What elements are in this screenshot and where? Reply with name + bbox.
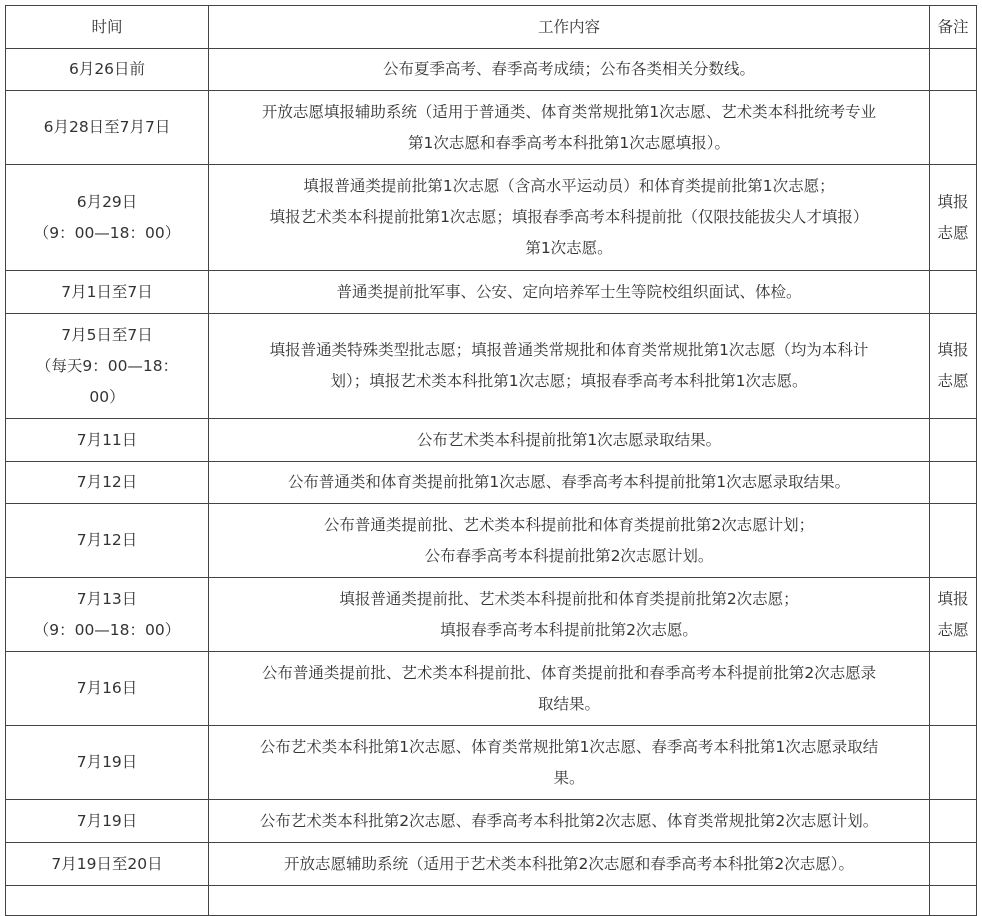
- time-cell-line: 6月28日至7月7日: [43, 118, 171, 136]
- content-cell: [209, 419, 930, 462]
- time-cell: [6, 462, 209, 504]
- time-cell-line: 7月5日至7日: [61, 325, 153, 344]
- table-row: [6, 271, 977, 314]
- content-cell-line: 填报普通类提前批第1次志愿（含高水平运动员）和体育类提前批第1次志愿；: [303, 177, 835, 195]
- time-cell-line: （每天9：00—18：: [35, 356, 179, 375]
- note-cell: [930, 419, 977, 462]
- time-cell: [6, 504, 209, 578]
- content-cell-line: 开放志愿填报辅助系统（适用于普通类、体育类常规批第1次志愿、艺术类本科批统考专业: [261, 102, 877, 121]
- note-cell-line: 志愿: [937, 223, 969, 242]
- time-cell: [6, 886, 209, 916]
- content-cell-line: 填报艺术类本科提前批第1次志愿；填报春季高考本科提前批（仅限技能拔尖人才填报）: [269, 208, 869, 226]
- table-row: [6, 49, 977, 91]
- content-cell: [209, 49, 930, 91]
- content-cell-line: 普通类提前批军事、公安、定向培养军士生等院校组织面试、体检。: [336, 282, 802, 301]
- time-cell: [6, 165, 209, 271]
- note-cell: [930, 652, 977, 726]
- header-content: 工作内容: [209, 6, 930, 49]
- time-cell-line: 6月26日前: [68, 60, 146, 78]
- note-cell: [930, 271, 977, 314]
- note-cell: [930, 578, 977, 652]
- table-row: [6, 91, 977, 165]
- time-cell-line: 7月19日至20日: [51, 854, 163, 873]
- time-cell: [6, 49, 209, 91]
- note-cell: [930, 504, 977, 578]
- table-row: [6, 800, 977, 843]
- note-cell: [930, 462, 977, 504]
- time-cell-line: 7月19日: [76, 811, 138, 830]
- content-cell-line: 公布艺术类本科批第1次志愿、体育类常规批第1次志愿、春季高考本科批第1次志愿录取结: [259, 737, 879, 756]
- table-row: [6, 843, 977, 886]
- time-cell-line: （9：00—18：00）: [33, 223, 181, 242]
- time-cell-line: 7月19日: [76, 753, 138, 771]
- note-cell: [930, 886, 977, 916]
- content-cell: [209, 800, 930, 843]
- note-cell-line: 填报: [937, 589, 969, 608]
- table-row: [6, 578, 977, 652]
- content-cell: [209, 886, 930, 916]
- time-cell-line: （9：00—18：00）: [33, 620, 181, 639]
- note-cell-line: 志愿: [937, 620, 969, 639]
- time-cell-line: 7月16日: [76, 679, 138, 697]
- content-cell: [209, 462, 930, 504]
- content-cell: [209, 91, 930, 165]
- content-cell-line: 填报普通类提前批、艺术类本科提前批和体育类提前批第2次志愿；: [339, 589, 799, 608]
- content-cell-line: 公布普通类提前批、艺术类本科提前批、体育类提前批和春季高考本科提前批第2次志愿录: [261, 663, 877, 682]
- content-cell-line: 第1次志愿和春季高考本科批第1次志愿填报）。: [408, 133, 730, 152]
- note-cell-line: 志愿: [937, 372, 969, 390]
- table-body: [6, 6, 977, 916]
- table-row: [6, 419, 977, 462]
- time-cell-line: 6月29日: [76, 192, 138, 211]
- content-cell-line: 果。: [553, 768, 585, 787]
- note-cell: [930, 314, 977, 419]
- time-cell: [6, 314, 209, 419]
- time-cell: [6, 800, 209, 843]
- table-row: [6, 886, 977, 916]
- admission-schedule-table: [5, 5, 977, 916]
- note-cell: [930, 726, 977, 800]
- table-row: [6, 314, 977, 419]
- content-cell: [209, 165, 930, 271]
- content-cell: [209, 726, 930, 800]
- content-cell: [209, 314, 930, 419]
- table-row: [6, 462, 977, 504]
- note-cell: [930, 843, 977, 886]
- note-cell: [930, 165, 977, 271]
- time-cell: [6, 726, 209, 800]
- content-cell: [209, 652, 930, 726]
- content-cell-line: 取结果。: [537, 694, 600, 713]
- time-cell-line: 7月12日: [76, 531, 138, 549]
- note-cell: [930, 91, 977, 165]
- content-cell-line: 开放志愿辅助系统（适用于艺术类本科批第2次志愿和春季高考本科批第2次志愿）。: [284, 854, 854, 873]
- content-cell: [209, 504, 930, 578]
- content-cell: [209, 578, 930, 652]
- content-cell-line: 填报普通类特殊类型批志愿；填报普通类常规批和体育类常规批第1次志愿（均为本科计: [269, 341, 869, 359]
- table-row: [6, 652, 977, 726]
- note-cell: [930, 800, 977, 843]
- time-cell: [6, 843, 209, 886]
- content-cell-line: 公布艺术类本科提前批第1次志愿录取结果。: [416, 430, 722, 449]
- table-row: [6, 726, 977, 800]
- content-cell-line: 公布艺术类本科批第2次志愿、春季高考本科批第2次志愿、体育类常规批第2次志愿计划。: [259, 811, 879, 830]
- table-row: [6, 165, 977, 271]
- note-cell: [930, 49, 977, 91]
- time-cell-line: 00）: [89, 387, 125, 406]
- content-cell: [209, 843, 930, 886]
- time-cell: [6, 419, 209, 462]
- content-cell: [209, 271, 930, 314]
- content-cell-line: 第1次志愿。: [525, 239, 613, 257]
- content-cell-line: 划）；填报艺术类本科批第1次志愿；填报春季高考本科批第1次志愿。: [330, 372, 808, 390]
- content-cell-line: 公布夏季高考、春季高考成绩；公布各类相关分数线。: [382, 60, 755, 78]
- time-cell-line: 7月13日: [76, 589, 138, 608]
- time-cell: [6, 578, 209, 652]
- content-cell-line: 填报春季高考本科提前批第2次志愿。: [440, 620, 698, 639]
- time-cell: [6, 652, 209, 726]
- content-cell-line: 公布普通类和体育类提前批第1次志愿、春季高考本科提前批第1次志愿录取结果。: [287, 473, 851, 491]
- header-time: 时间: [6, 6, 209, 49]
- time-cell: [6, 271, 209, 314]
- note-cell-line: 填报: [937, 192, 969, 211]
- content-cell-line: 公布普通类提前批、艺术类本科提前批和体育类提前批第2次志愿计划；: [323, 515, 815, 534]
- content-cell-line: 公布春季高考本科提前批第2次志愿计划。: [424, 546, 714, 565]
- header-row: [6, 6, 977, 49]
- time-cell-line: 7月1日至7日: [61, 282, 153, 301]
- time-cell: [6, 91, 209, 165]
- time-cell-line: 7月12日: [76, 473, 138, 491]
- time-cell-line: 7月11日: [76, 430, 138, 449]
- note-cell-line: 填报: [937, 341, 969, 359]
- header-note: 备注: [930, 6, 977, 49]
- table-row: [6, 504, 977, 578]
